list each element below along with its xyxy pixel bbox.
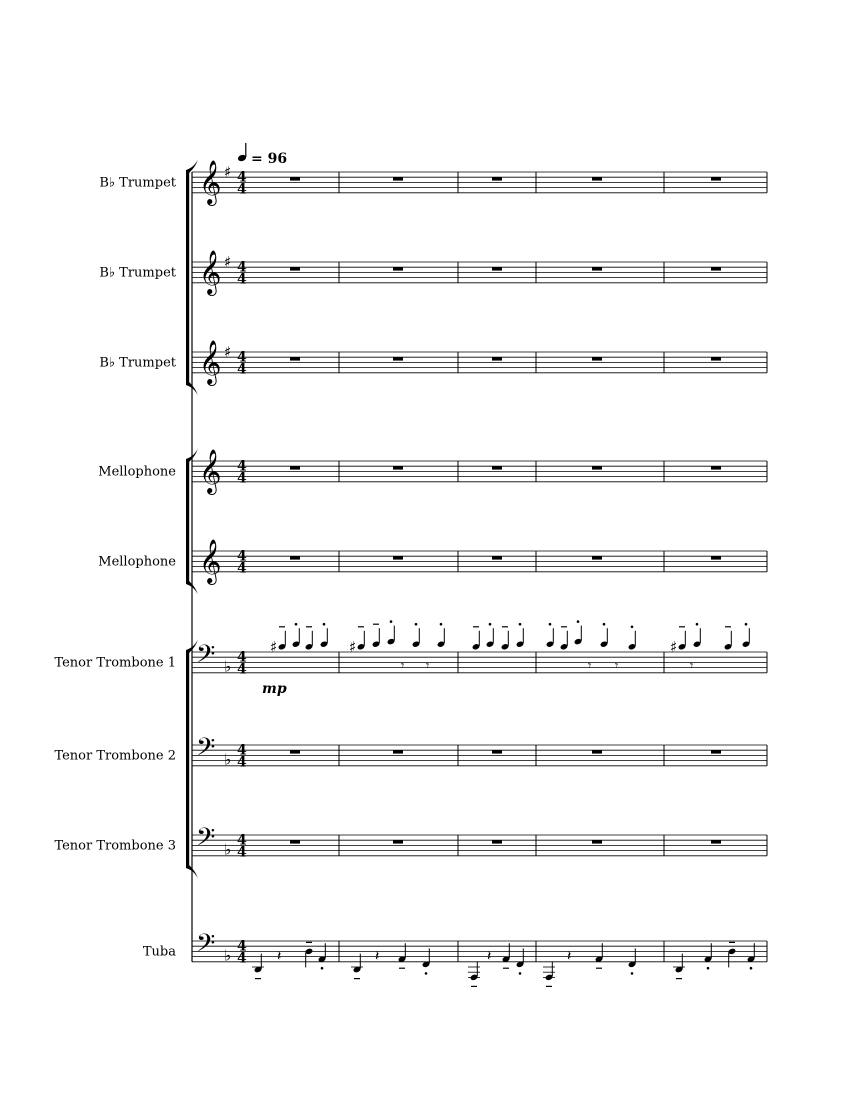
- time-signature-top: 4: [237, 349, 247, 366]
- time-signature-top: 4: [237, 169, 247, 186]
- treble-clef-icon: 𝄞: [199, 159, 222, 204]
- whole-rest-icon: [492, 750, 502, 753]
- whole-rest-icon: [393, 267, 403, 270]
- instrument-label: B♭ Trumpet: [99, 355, 176, 371]
- whole-rest-icon: [492, 177, 502, 180]
- whole-rest-icon: [592, 840, 602, 843]
- staccato-mark: [696, 623, 699, 626]
- sharp-icon: ♯: [349, 637, 357, 656]
- quarter-rest-icon: 𝄽: [487, 948, 492, 965]
- whole-rest-icon: [290, 840, 300, 843]
- staccato-mark: [321, 967, 324, 970]
- staccato-mark: [519, 623, 522, 626]
- whole-rest-icon: [290, 556, 300, 559]
- staccato-mark: [390, 620, 393, 623]
- instrument-label: Mellophone: [98, 554, 176, 570]
- sharp-icon: ♯: [224, 163, 232, 181]
- eighth-rest-icon: 𝄾: [426, 658, 430, 673]
- flat-icon: ♭: [224, 750, 232, 769]
- staccato-mark: [489, 623, 492, 626]
- whole-rest-icon: [592, 357, 602, 360]
- time-signature-bottom: 4: [237, 181, 247, 198]
- eighth-rest-icon: 𝄾: [615, 658, 619, 673]
- time-signature-top: 4: [237, 938, 247, 955]
- instrument-label: B♭ Trumpet: [99, 265, 176, 281]
- staccato-mark: [549, 623, 552, 626]
- quarter-rest-icon: 𝄽: [375, 948, 380, 965]
- staff-1: [99, 160, 767, 206]
- instrument-label: B♭ Trumpet: [99, 175, 176, 191]
- whole-rest-icon: [492, 357, 502, 360]
- bracket-bar: [186, 459, 189, 584]
- whole-rest-icon: [492, 556, 502, 559]
- whole-rest-icon: [393, 357, 403, 360]
- whole-rest-icon: [290, 750, 300, 753]
- staccato-mark: [577, 620, 580, 623]
- time-signature-top: 4: [237, 649, 247, 666]
- instrument-label: Tuba: [142, 944, 176, 960]
- sharp-icon: ♯: [270, 637, 278, 656]
- staccato-mark: [519, 972, 522, 975]
- staccato-mark: [323, 623, 326, 626]
- whole-rest-icon: [290, 357, 300, 360]
- whole-rest-icon: [592, 556, 602, 559]
- sharp-icon: ♯: [224, 343, 232, 361]
- tempo-text: = 96: [251, 151, 288, 167]
- staccato-mark: [425, 972, 428, 975]
- tempo-marking: [237, 143, 287, 167]
- eighth-rest-icon: 𝄾: [401, 658, 405, 673]
- staff-7: [54, 733, 767, 771]
- dynamic-marking: mp: [262, 680, 287, 697]
- whole-rest-icon: [393, 177, 403, 180]
- bass-clef-icon: 𝄢: [196, 822, 216, 858]
- staff-system: [54, 160, 767, 967]
- whole-rest-icon: [290, 177, 300, 180]
- instrument-label: Mellophone: [98, 464, 176, 480]
- staccato-mark: [415, 623, 418, 626]
- staccato-mark: [631, 972, 634, 975]
- staff-3: [99, 340, 767, 386]
- bass-clef-icon: 𝄢: [196, 928, 216, 964]
- instrument-label: Tenor Trombone 3: [54, 838, 176, 854]
- staff-4: [98, 449, 767, 495]
- time-signature-top: 4: [237, 458, 247, 475]
- staccato-mark: [440, 623, 443, 626]
- staccato-mark: [745, 623, 748, 626]
- whole-rest-icon: [711, 750, 721, 753]
- quarter-rest-icon: 𝄽: [567, 948, 572, 965]
- bracket-bar: [186, 170, 189, 385]
- staff-8: [54, 823, 767, 861]
- time-signature-bottom: 4: [237, 470, 247, 487]
- whole-rest-icon: [290, 267, 300, 270]
- whole-rest-icon: [711, 357, 721, 360]
- time-signature-bottom: 4: [237, 560, 247, 577]
- time-signature-bottom: 4: [237, 271, 247, 288]
- quarter-rest-icon: 𝄽: [277, 948, 282, 965]
- staccato-mark: [707, 967, 710, 970]
- time-signature-top: 4: [237, 548, 247, 565]
- treble-clef-icon: 𝄞: [199, 339, 222, 384]
- eighth-rest-icon: 𝄾: [588, 658, 592, 673]
- flat-icon: ♭: [224, 840, 232, 859]
- staccato-mark: [631, 626, 634, 629]
- music-notes: [252, 620, 755, 986]
- flat-icon: ♭: [224, 946, 232, 965]
- time-signature-bottom: 4: [237, 361, 247, 378]
- staff-9: [143, 929, 767, 967]
- bass-clef-icon: 𝄢: [196, 639, 216, 675]
- bracket-bar: [186, 650, 189, 868]
- time-signature-top: 4: [237, 832, 247, 849]
- instrument-label: Tenor Trombone 2: [54, 748, 176, 764]
- whole-rest-icon: [492, 840, 502, 843]
- whole-rest-icon: [290, 466, 300, 469]
- sharp-icon: ♯: [670, 637, 678, 656]
- bass-clef-icon: 𝄢: [196, 732, 216, 768]
- whole-rest-icon: [492, 466, 502, 469]
- time-signature-top: 4: [237, 259, 247, 276]
- whole-rest-icon: [492, 267, 502, 270]
- eighth-rest-icon: 𝄾: [690, 658, 694, 673]
- sharp-icon: ♯: [224, 253, 232, 271]
- whole-rest-icon: [393, 750, 403, 753]
- whole-rest-icon: [711, 267, 721, 270]
- time-signature-bottom: 4: [237, 950, 247, 967]
- whole-rest-icon: [711, 840, 721, 843]
- whole-rest-icon: [592, 177, 602, 180]
- staff-2: [99, 250, 767, 296]
- whole-rest-icon: [592, 466, 602, 469]
- whole-rest-icon: [393, 556, 403, 559]
- staccato-mark: [295, 623, 298, 626]
- tuba-notes: [252, 659, 755, 987]
- treble-clef-icon: 𝄞: [199, 538, 222, 583]
- whole-rest-icon: [711, 466, 721, 469]
- whole-rest-icon: [592, 267, 602, 270]
- staff-6: [54, 637, 767, 697]
- time-signature-bottom: 4: [237, 844, 247, 861]
- whole-rest-icon: [711, 556, 721, 559]
- trombone-1-notes: [270, 620, 750, 672]
- bracket-top-hook: [186, 159, 198, 173]
- time-signature-bottom: 4: [237, 661, 247, 678]
- whole-rest-icon: [393, 466, 403, 469]
- whole-rest-icon: [393, 840, 403, 843]
- whole-rest-icon: [592, 750, 602, 753]
- whole-rest-icon: [711, 177, 721, 180]
- time-signature-top: 4: [237, 742, 247, 759]
- flat-icon: ♭: [224, 657, 232, 676]
- time-signature-bottom: 4: [237, 754, 247, 771]
- staccato-mark: [603, 623, 606, 626]
- staccato-mark: [750, 967, 753, 970]
- treble-clef-icon: 𝄞: [199, 448, 222, 493]
- treble-clef-icon: 𝄞: [199, 249, 222, 294]
- staff-5: [98, 539, 767, 585]
- instrument-label: Tenor Trombone 1: [54, 655, 176, 671]
